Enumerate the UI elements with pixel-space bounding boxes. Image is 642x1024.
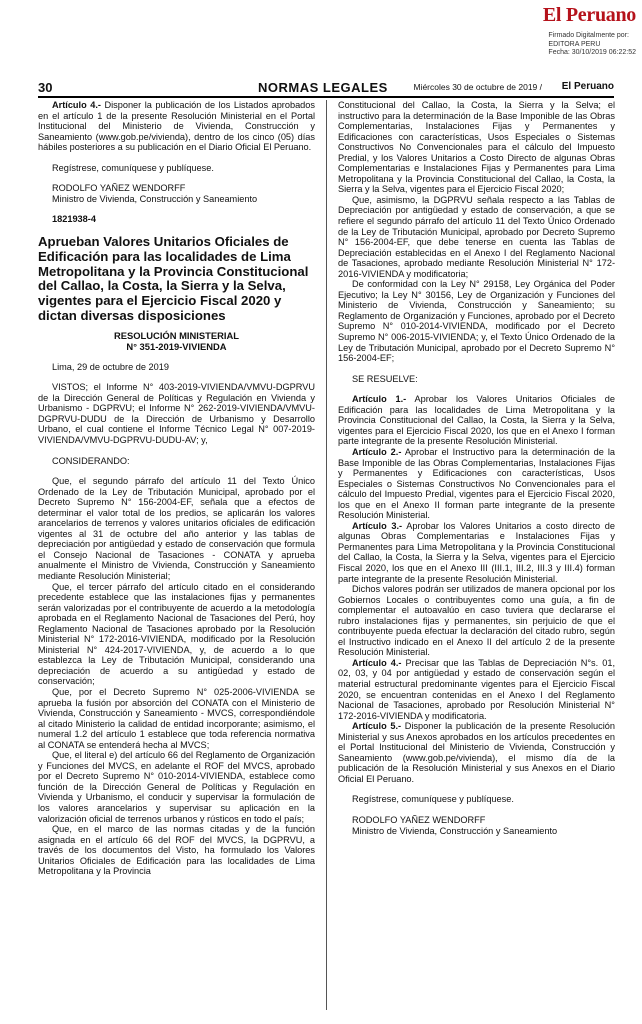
article-label: Artículo 5.-	[352, 721, 402, 732]
article-paragraph: Artículo 2.- Aprobar el Instructivo para la determinación de la Base Imponible de las Obras Complementarias, Instalaciones Fijas y Permanentes y Edificaciones con características, Usos Especiales o Sistemas Constructivos No Convencionales para el cálculo del Impuesto Predial, vigentes para el Ejercicio Fiscal 2020, los que en el Anexo II forman parte integrante de la presente Resolución Ministerial.	[338, 446, 615, 521]
resuelve-heading: SE RESUELVE:	[352, 373, 418, 384]
digital-signature-stamp	[548, 32, 636, 58]
resolution-label: RESOLUCIÓN MINISTERIAL	[113, 329, 239, 341]
column-divider	[326, 100, 327, 1010]
closing-formula: Regístrese, comuníquese y publíquese.	[352, 794, 514, 805]
page-number: 30	[38, 80, 53, 95]
vistos-paragraph: VISTOS; el Informe N° 403-2019-VIVIENDA/VMVU-DGPRVU de la Dirección General de Políticas y Regulación en Vivienda y Urbanismo - DGPRVU; el Informe N° 262-2019-VIVIENDA/VMVU-DGPRVU-DUDU de la Dirección de Urbanismo y Desarrollo Urbano, el cual contiene el Informe Técnico Legal N° 007-2019-VIVIENDA/VMVU-DGPRVU-DUDU-AV; y,	[38, 382, 315, 445]
signature-line: Firmado Digitalmente por:	[548, 32, 629, 39]
page-header	[38, 80, 614, 98]
signer-role: Ministro de Vivienda, Construcción y Saneamiento	[52, 193, 258, 204]
body-paragraph: Que, por el Decreto Supremo N° 025-2006-VIVIENDA se aprueba la fusión por absorción del CONATA con el Ministerio de Vivienda, Construcción y Saneamiento - MVCS, correspondiéndole al citado Ministerio la calidad de entidad incorporante; asimismo, el numeral 1.2 del artículo 1 establece que toda referencia normativa al CONATA se entenderá hecha al MVCS;	[38, 687, 315, 750]
signer-name: RODOLFO YAÑEZ WENDORFF	[352, 815, 486, 825]
article-label: Artículo 1.-	[352, 394, 407, 405]
article-label: Artículo 4.-	[52, 100, 101, 110]
body-paragraph: Dichos valores podrán ser utilizados de manera opcional por los Gobiernos Locales o contribuyentes como una guía, a fin de complementar el autoavalúo en caso tuviera que declararse el rubro instalaciones fijas y permanentes, sin perjuicio de que el contribuyente pueda efectuar la declaración del citado rubro, según el Instructivo indicado en el Anexo II del artículo 2 de la presente Resolución Ministerial.	[338, 584, 615, 658]
place-date: Lima, 29 de octubre de 2019	[52, 361, 169, 372]
body-paragraph: Que, asimismo, la DGPRVU señala respecto a las Tablas de Depreciación por antigüedad y estado de conservación, a que se refiere el segundo párrafo del artículo 11 del Texto Único Ordenado de la Ley de Tributación Municipal, aprobado por Decreto Supremo N° 156-2004-EF, que debe tenerse en cuenta las Tablas de Depreciación establecidas en el Anexo I del Reglamento Nacional de Tasaciones, aprobado mediante Resolución Ministerial N° 172-2016-VIVIENDA y modificatoria;	[338, 194, 615, 279]
body-paragraph: Que, el tercer párrafo del artículo citado en el considerando precedente establece que las instalaciones fijas y permanentes serán valorizadas por el contribuyente de acuerdo a la metodología aprobada en el Reglamento Nacional de Tasaciones del Perú, hoy Reglamento Nacional de Tasaciones aprobado por la Resolución Ministerial N° 172-2016-VIVIENDA, modificado por la Resolución Ministerial N° 424-2017-VIVIENDA, y, de acuerdo a lo que establezca la Ley de Tributación Municipal, considerando una depreciación de acuerdo a su antigüedad y estado de conservación;	[38, 581, 315, 687]
resolution-title: Aprueban Valores Unitarios Oficiales de Edificación para las localidades de Lima Metropolitana y la Provincia Constitucional del Callao, la Costa, la Sierra y la Selva, vigentes para el Ejercicio Fiscal 2020 y dictan diversas disposiciones	[38, 233, 309, 323]
body-paragraph: Que, en el marco de las normas citadas y de la función asignada en el artículo 66 del ROF del MVCS, la DGPRVU, a través de los documentos del Visto, ha formulado los Valores Unitarios Oficiales de Edificación para las localidades de Lima Metropolitana y la Provincia	[38, 824, 315, 877]
article-paragraph: Artículo 1.- Aprobar los Valores Unitarios Oficiales de Edificación para las localidades de Lima Metropolitana y la Provincia Constitucional del Callao, la Costa, la Sierra y la Selva, vigentes para el Ejercicio Fiscal 2020, los que en el Anexo I forman parte integrante de la presente Resolución Ministerial.	[338, 394, 615, 447]
signer-name: RODOLFO YAÑEZ WENDORFF	[52, 183, 186, 194]
body-paragraph: Constitucional del Callao, la Costa, la Sierra y la Selva; el instructivo para la determinación de la Base Imponible de las Obras Complementarias, Instalaciones Fijas y Permanentes y Edificaciones con características, Usos Especiales o Sistemas Constructivos No Convencionales para el cálculo del Impuesto Predial, y los Valores Unitarios a Costo Directo de algunas Obras Complementarias e Instalaciones Fijas y Permanentes para Lima Metropolitana y la Provincia Constitucional del Callao, la Costa, la Sierra y la Selva, vigentes para el Ejercicio Fiscal 2020;	[338, 100, 615, 195]
signature-line: EDITORA PERU	[548, 40, 601, 48]
el-peruano-logo: El Peruano	[542, 4, 636, 26]
article-paragraph: Artículo 4.- Precisar que las Tablas de Depreciación N°s. 01, 02, 03, y 04 por antigüedad y estado de conservación según el material estructural predominante vigentes para el Ejercicio Fiscal 2020, se encuentran contenidas en el Anexo I del Reglamento Nacional de Tasaciones, aprobado por Resolución Ministerial N° 172-2016-VIVIENDA y modificatoria.	[338, 657, 615, 721]
article-paragraph: Artículo 3.- Aprobar los Valores Unitarios a costo directo de algunas Obras Complementarias e Instalaciones Fijas y Permanentes para Lima Metropolitana y la Provincia Constitucional del Callao, la Costa, la Sierra y la Selva, vigentes para el Ejercicio Fiscal 2020, los que en el Anexo III (III.1, III.2, III.3 y III.4) forman parte integrante de la presente Resolución Ministerial.	[338, 520, 615, 584]
article-label: Artículo 2.-	[352, 446, 402, 457]
signer-role: Ministro de Vivienda, Construcción y Saneamiento	[352, 825, 558, 836]
left-column	[38, 100, 315, 877]
considerando-heading: CONSIDERANDO:	[52, 455, 130, 466]
signature-line: Fecha: 30/10/2019 06:22:52	[548, 49, 636, 56]
resolution-number: N° 351-2019-VIVIENDA	[126, 340, 227, 352]
body-paragraph: Que, el literal e) del artículo 66 del Reglamento de Organización y Funciones del MVCS, en adelante el ROF del MVCS, aprobado por el Decreto Supremo N° 010-2014-VIVIENDA, establece como función de la Dirección General de Políticas y Regulación en Vivienda y Urbanismo, el conducir y supervisar la formulación de los valores arancelarios y supervisar su aplicación en la valorización oficial de terrenos urbanos y rústicos en todo el país;	[38, 750, 315, 824]
document-code: 1821938-4	[52, 214, 96, 225]
closing-formula: Regístrese, comuníquese y publíquese.	[52, 162, 214, 173]
issue-date: Miércoles 30 de octubre de 2019 /	[413, 82, 542, 92]
article-paragraph: Artículo 4.- Disponer la publicación de los Listados aprobados en el artículo 1 de la presente Resolución Ministerial en el Portal Institucional del Ministerio de Vivienda, Construcción y Saneamiento (www.gob.pe/vivienda), dentro de los cinco (05) días hábiles posteriores a su publicación en el Diario Oficial El Peruano.	[38, 100, 315, 153]
section-title: NORMAS LEGALES	[258, 80, 388, 95]
article-paragraph: Artículo 5.- Disponer la publicación de la presente Resolución Ministerial y sus Anexos aprobados en los artículos precedentes en el Portal Institucional del Ministerio de Vivienda, Construcción y Saneamiento (www.gob.pe/vivienda), el mismo día de la publicación de la Resolución Ministerial y sus Anexos en el Diario Oficial El Peruano.	[338, 721, 615, 784]
publication-name: El Peruano	[561, 81, 614, 92]
body-paragraph: De conformidad con la Ley N° 29158, Ley Orgánica del Poder Ejecutivo; la Ley N° 30156, Ley de Organización y Funciones del Ministerio de Vivienda, Construcción y Saneamiento; su Reglamento de Organización y Funciones, aprobado por el Decreto Supremo N° 010-2014-VIVIENDA, modificado por el Decreto Supremo N° 006-2015-VIVIENDA; y, el Texto Único Ordenado de la Ley de Tributación Municipal, aprobado por el Decreto Supremo N° 156-2004-EF;	[338, 279, 615, 364]
right-column	[338, 100, 615, 836]
body-paragraph: Que, el segundo párrafo del artículo 11 del Texto Único Ordenado de la Ley de Tributación Municipal, aprobado por el Decreto Supremo N° 156-2004-EF, señala que a efectos de determinar el valor total de los predios, se aplicarán los valores arancelarios de terrenos y valores unitarios oficiales de edificación vigentes al 31 de octubre del año anterior y las tablas de depreciación por antigüedad y estado de conservación que formula el Consejo Nacional de Tasaciones - CONATA y aprueba anualmente el Ministro de Vivienda, Construcción y Saneamiento mediante Resolución Ministerial;	[38, 476, 315, 581]
article-label: Artículo 3.-	[352, 520, 403, 531]
article-label: Artículo 4.-	[352, 657, 402, 668]
